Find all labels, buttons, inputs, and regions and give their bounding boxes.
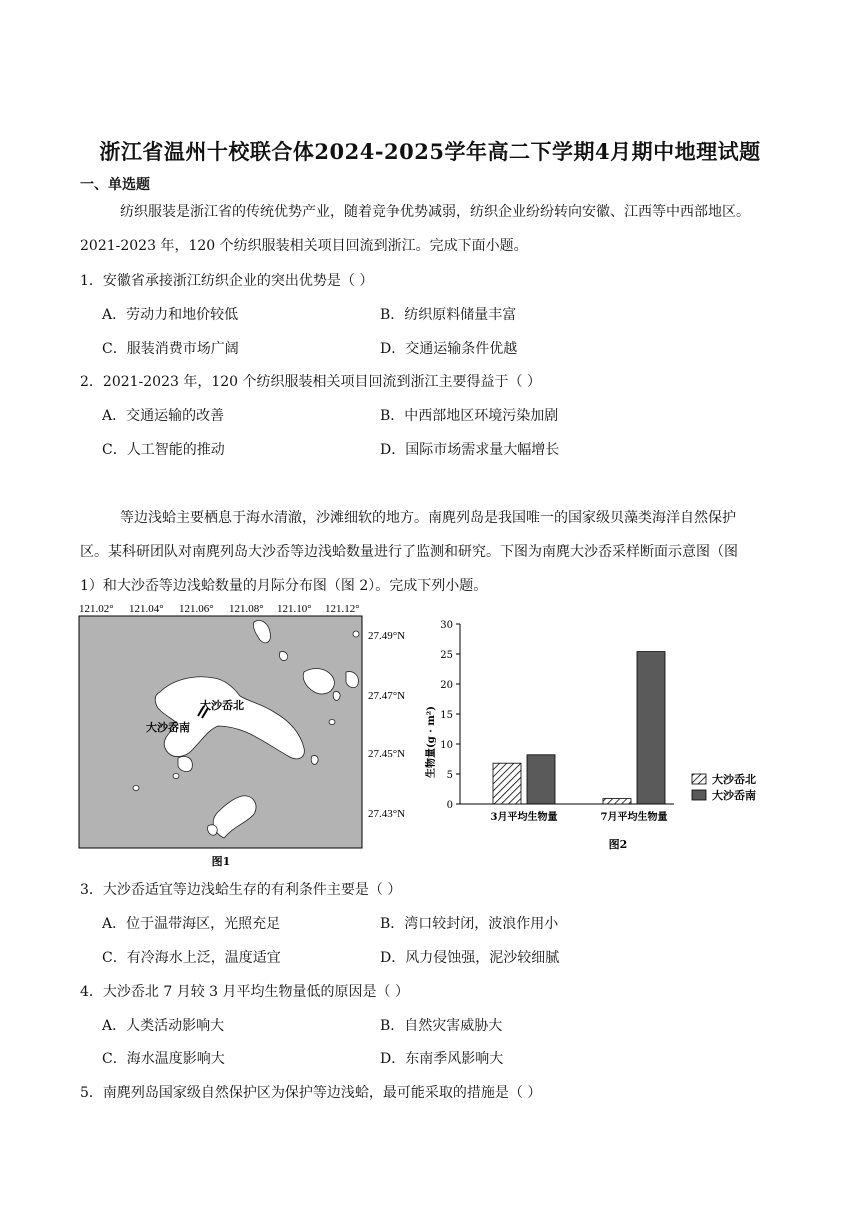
question-4-stem: 4．大沙岙北 7 月较 3 月平均生物量低的原因是（ ） xyxy=(80,984,409,1000)
passage-2-line-3: 1）和大沙岙等边浅蛤数量的月际分布图（图 2）。完成下列小题。 xyxy=(80,578,488,594)
island xyxy=(333,692,340,701)
lon-tick: 121.08° xyxy=(229,603,264,615)
y-tick-label: 10 xyxy=(440,740,453,751)
legend-swatch-north xyxy=(692,774,706,784)
bar-north xyxy=(493,763,521,804)
lat-tick: 27.45°N xyxy=(368,748,406,760)
question-1-option-d[interactable]: D．交通运输条件优越 xyxy=(380,341,518,357)
question-3-option-a[interactable]: A．位于温带海区，光照充足 xyxy=(102,916,281,932)
lat-tick: 27.49°N xyxy=(368,630,406,642)
question-3-option-b[interactable]: B．湾口较封闭，波浪作用小 xyxy=(380,916,559,932)
question-2-option-a[interactable]: A．交通运输的改善 xyxy=(102,408,225,424)
question-3-option-c[interactable]: C．有冷海水上泛，温度适宜 xyxy=(102,950,281,966)
legend-label-north: 大沙岙北 xyxy=(712,773,756,786)
figure-1-map xyxy=(74,600,424,872)
lon-tick: 121.12° xyxy=(325,603,360,615)
figure-1-caption: 图1 xyxy=(211,855,231,868)
question-4-option-d[interactable]: D．东南季风影响大 xyxy=(380,1051,504,1067)
chart-svg xyxy=(424,612,794,852)
passage-1-line-2: 2021-2023 年，120 个纺织服装相关项目回流到浙江。完成下面小题。 xyxy=(80,238,528,254)
question-2-stem: 2．2021-2023 年，120 个纺织服装相关项目回流到浙江主要得益于（ ） xyxy=(80,374,541,390)
lon-tick: 121.06° xyxy=(179,603,214,615)
question-2-option-d[interactable]: D．国际市场需求量大幅增长 xyxy=(380,442,560,458)
question-2-option-b[interactable]: B．中西部地区环境污染加剧 xyxy=(380,408,559,424)
y-tick-label: 20 xyxy=(440,680,453,691)
page-title: 浙江省温州十校联合体2024-2025学年高二下学期4月期中地理试题 xyxy=(99,139,761,164)
y-axis-label: 生物量(g · m²) xyxy=(426,706,437,778)
map-svg xyxy=(74,600,424,872)
passage-1-line-1: 纺织服装是浙江省的传统优势产业，随着竞争优势减弱，纺织企业纷纷转向安徽、江西等中西部地区。 xyxy=(120,204,750,220)
legend-swatch-south xyxy=(692,790,706,800)
y-tick-label: 5 xyxy=(446,770,453,781)
lon-tick: 121.04° xyxy=(129,603,164,615)
question-1-option-b[interactable]: B．纺织原料储量丰富 xyxy=(380,307,517,323)
x-tick-label: 7月平均生物量 xyxy=(600,812,668,823)
y-tick-label: 30 xyxy=(440,620,453,631)
question-5-stem: 5．南麂列岛国家级自然保护区为保护等边浅蛤，最可能采取的措施是（ ） xyxy=(80,1085,542,1101)
question-3-option-d[interactable]: D．风力侵蚀强，泥沙较细腻 xyxy=(380,950,560,966)
bar-south xyxy=(527,755,555,804)
legend-label-south: 大沙岙南 xyxy=(712,789,756,802)
map-label-south: 大沙岙南 xyxy=(146,721,190,734)
y-tick-label: 15 xyxy=(440,710,453,721)
bar-south xyxy=(637,652,665,804)
x-tick-label: 3月平均生物量 xyxy=(490,812,558,823)
y-tick-label: 25 xyxy=(440,650,453,661)
island xyxy=(279,652,287,661)
passage-1 xyxy=(80,196,784,229)
figure-2-chart xyxy=(424,612,794,852)
y-tick-label: 0 xyxy=(446,800,453,811)
legend xyxy=(692,772,756,802)
island xyxy=(329,720,335,725)
island xyxy=(173,774,179,779)
question-1-option-c[interactable]: C．服装消费市场广阔 xyxy=(102,341,239,357)
island xyxy=(311,756,318,765)
lat-tick: 27.43°N xyxy=(368,808,406,820)
question-1-option-a[interactable]: A．劳动力和地价较低 xyxy=(102,307,239,323)
island xyxy=(178,756,192,771)
lon-tick: 121.02° xyxy=(79,603,114,615)
figure-2-caption: 图2 xyxy=(608,838,628,851)
island xyxy=(353,631,359,637)
question-4-option-b[interactable]: B．自然灾害威胁大 xyxy=(380,1018,503,1034)
section-heading: 一、单选题 xyxy=(80,177,150,193)
lat-tick: 27.47°N xyxy=(368,690,406,702)
question-4-option-c[interactable]: C．海水温度影响大 xyxy=(102,1051,225,1067)
question-1-stem: 1．安徽省承接浙江纺织企业的突出优势是（ ） xyxy=(80,273,374,289)
passage-2-line-2: 区。某科研团队对南麂列岛大沙岙等边浅蛤数量进行了监测和研究。下图为南麂大沙岙采样断面示意图（图 xyxy=(80,544,738,560)
question-4-option-a[interactable]: A．人类活动影响大 xyxy=(102,1018,225,1034)
question-3-stem: 3．大沙岙适宜等边浅蛤生存的有利条件主要是（ ） xyxy=(80,882,402,898)
question-2-option-c[interactable]: C．人工智能的推动 xyxy=(102,442,225,458)
passage-2-line-1: 等边浅蛤主要栖息于海水清澈，沙滩细软的地方。南麂列岛是我国唯一的国家级贝藻类海洋自然保护 xyxy=(120,510,736,526)
island xyxy=(133,786,139,791)
lon-tick: 121.10° xyxy=(277,603,312,615)
map-label-north: 大沙岙北 xyxy=(200,699,244,712)
bar-north xyxy=(603,799,631,804)
